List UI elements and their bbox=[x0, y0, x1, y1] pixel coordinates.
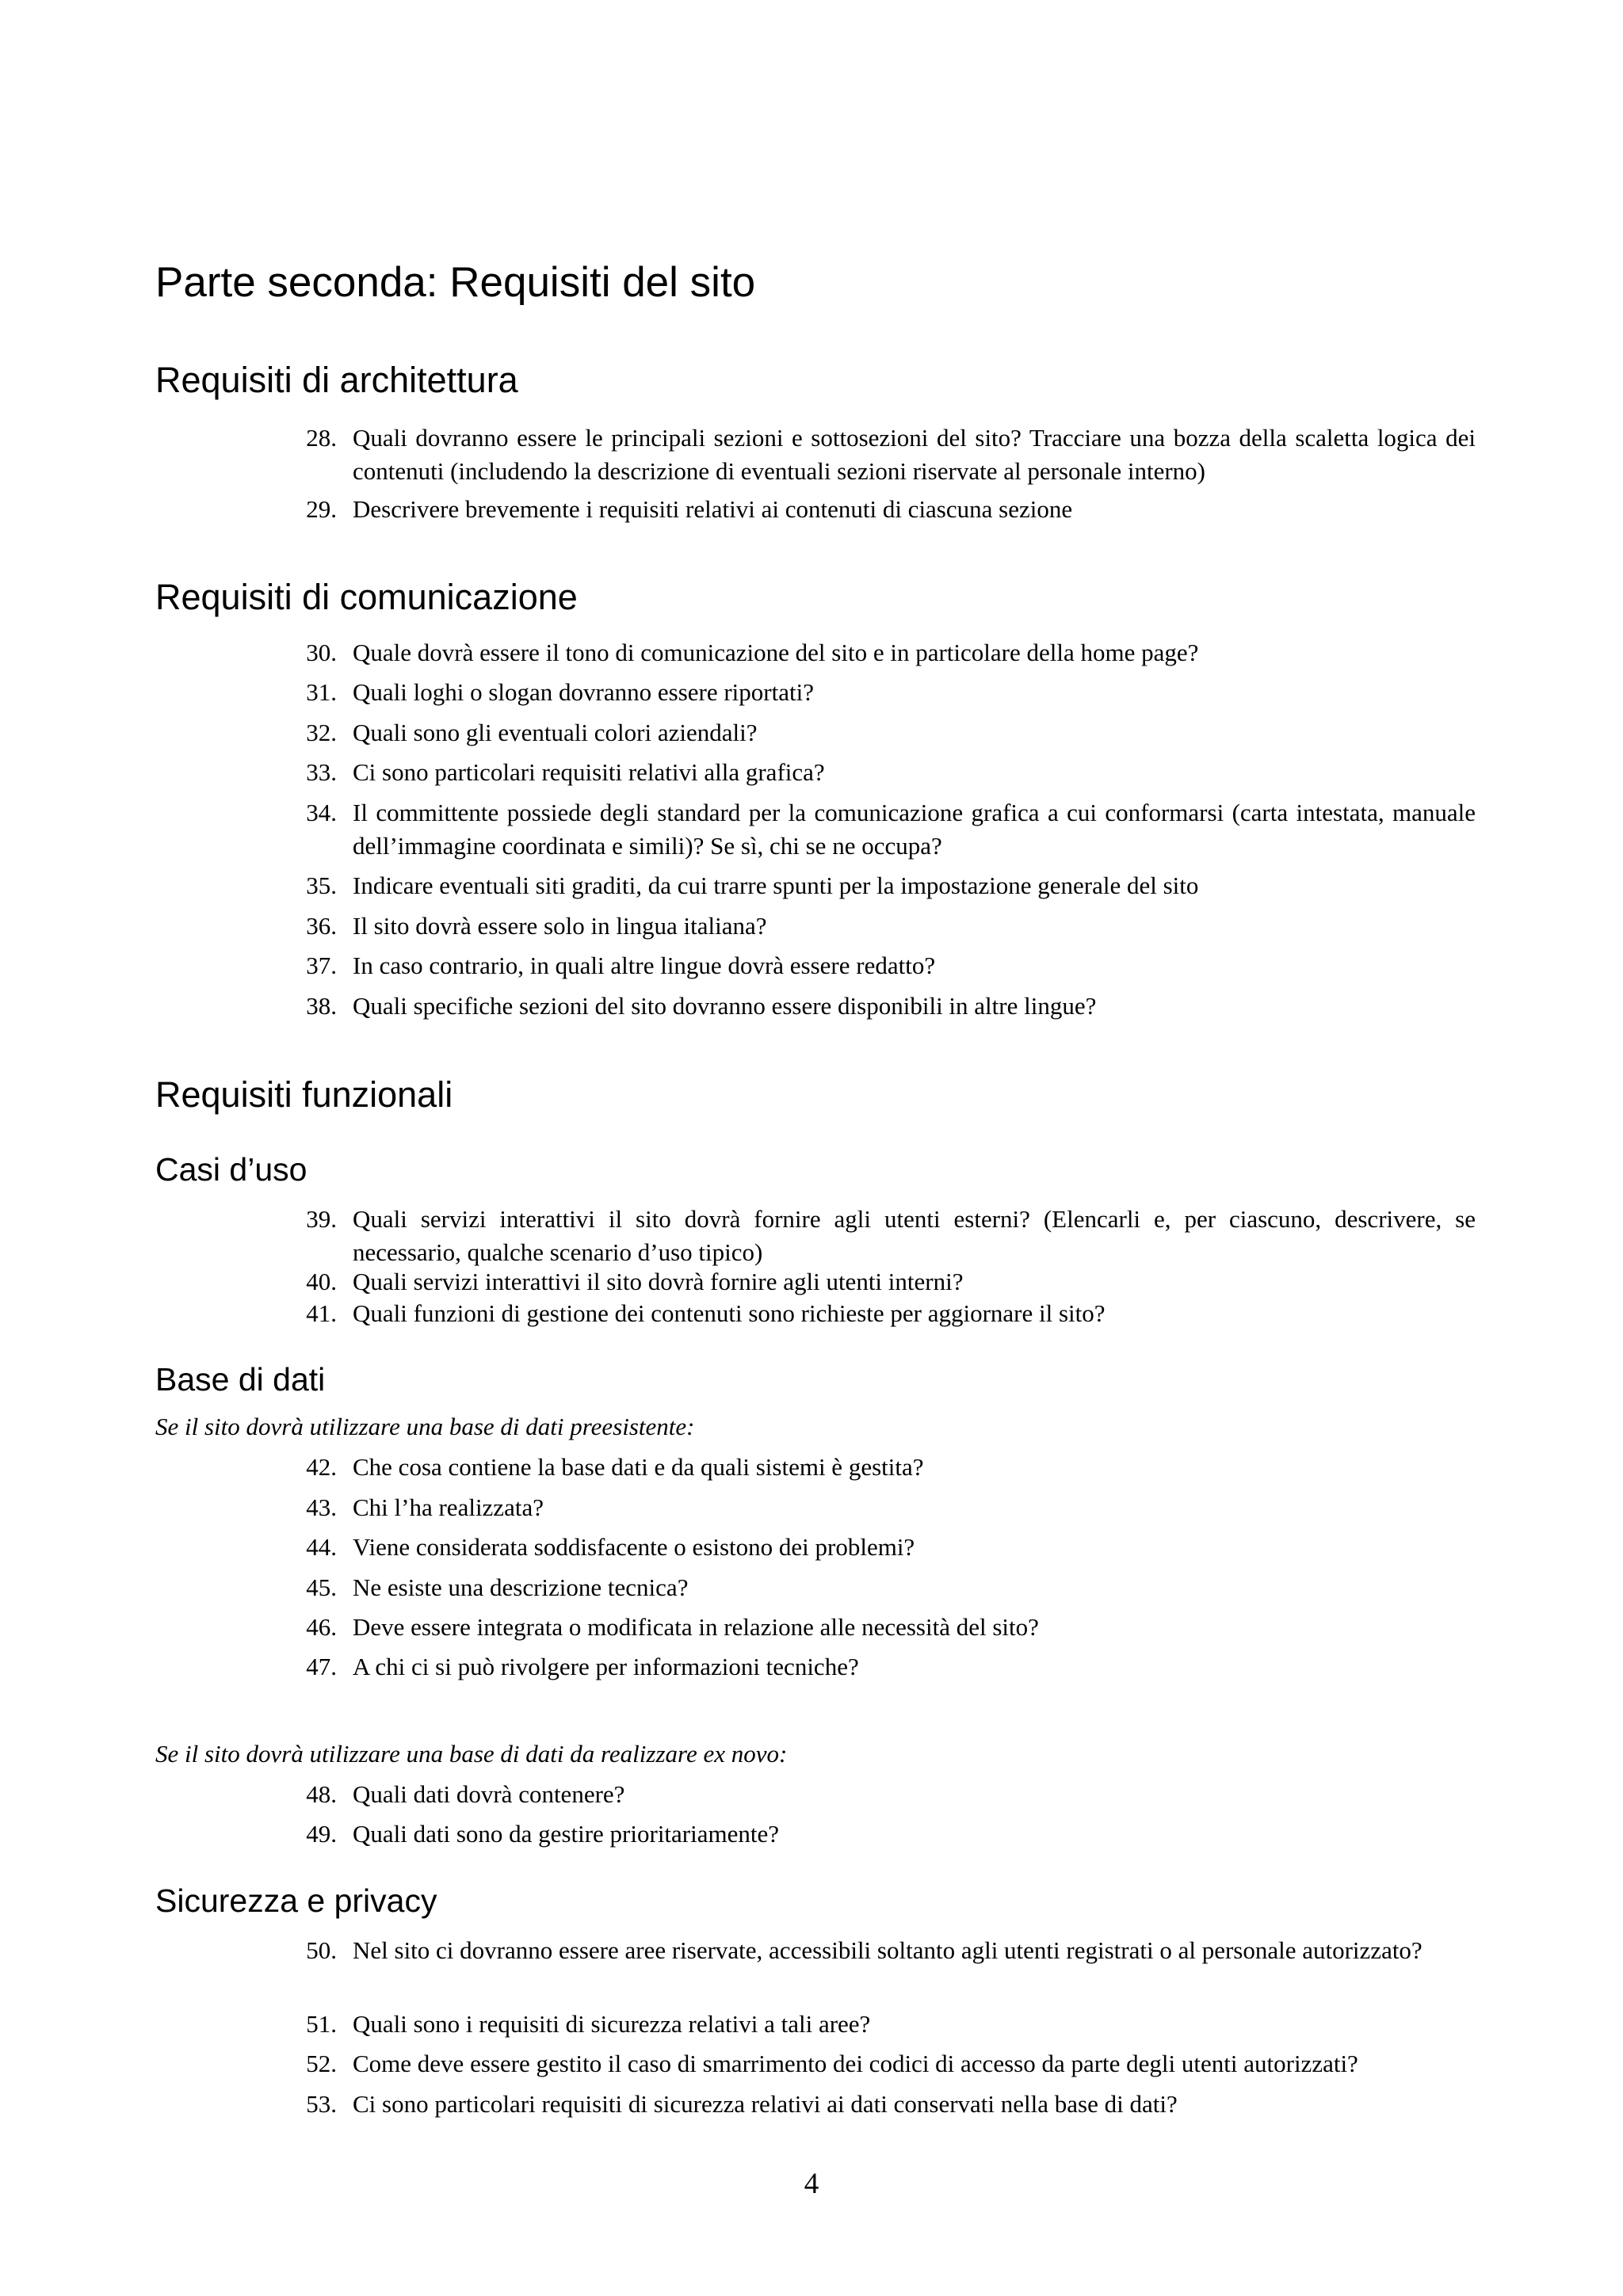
item-number: 35. bbox=[306, 871, 337, 899]
item-text: Indicare eventuali siti graditi, da cui trarre spunti per la impostazione generale del sito bbox=[353, 871, 1199, 899]
item-text: Chi l’ha realizzata? bbox=[353, 1493, 544, 1521]
subsection-heading-base-dati: Base di dati bbox=[155, 1361, 326, 1398]
item-text: Ci sono particolari requisiti relativi alla grafica? bbox=[353, 758, 825, 786]
page-number: 4 bbox=[804, 2168, 819, 2200]
item-number: 53. bbox=[306, 2090, 337, 2118]
item-text: Quali specifiche sezioni del sito dovranno essere disponibili in altre lingue? bbox=[353, 992, 1097, 1020]
item-text: Quali funzioni di gestione dei contenuti sono richieste per aggiornare il sito? bbox=[353, 1299, 1106, 1327]
item-text: Quali dovranno essere le principali sezioni e sottosezioni del sito? Tracciare una bozza della scaletta logica dei contenuti (includendo la descrizione di eventuali sezioni riservate al personale interno) bbox=[353, 424, 1476, 485]
section-heading-architettura: Requisiti di architettura bbox=[155, 360, 518, 400]
item-number: 34. bbox=[306, 799, 337, 826]
item-number: 30. bbox=[306, 639, 337, 666]
item-text: Viene considerata soddisfacente o esistono dei problemi? bbox=[353, 1533, 915, 1561]
item-number: 52. bbox=[306, 2050, 337, 2077]
intro-base-dati-preesistente: Se il sito dovrà utilizzare una base di dati preesistente: bbox=[155, 1413, 695, 1440]
item-text: Quali dati dovrà contenere? bbox=[353, 1780, 625, 1808]
item-text: Ne esiste una descrizione tecnica? bbox=[353, 1573, 689, 1601]
item-number: 37. bbox=[306, 952, 337, 979]
item-text: Ci sono particolari requisiti di sicurezza relativi ai dati conservati nella base di dati? bbox=[353, 2090, 1178, 2118]
item-number: 41. bbox=[306, 1299, 337, 1327]
item-text: Quali servizi interattivi il sito dovrà fornire agli utenti esterni? (Elencarli e, per ciascuno, descrivere, se necessario, qualche scenario d’uso tipico) bbox=[353, 1205, 1476, 1266]
item-text: Quali loghi o slogan dovranno essere riportati? bbox=[353, 678, 814, 706]
item-number: 29. bbox=[306, 495, 337, 523]
item-number: 46. bbox=[306, 1613, 337, 1641]
item-text: Nel sito ci dovranno essere aree riservate, accessibili soltanto agli utenti registrati o al personale autorizzato? bbox=[353, 1936, 1423, 1964]
item-number: 32. bbox=[306, 719, 337, 746]
item-text: Il committente possiede degli standard per la comunicazione grafica a cui conformarsi (carta intestata, manuale dell’immagine coordinata e simili)? Se sì, chi se ne occupa? bbox=[353, 799, 1476, 860]
item-text: Che cosa contiene la base dati e da quali sistemi è gestita? bbox=[353, 1453, 924, 1481]
item-number: 42. bbox=[306, 1453, 337, 1481]
item-number: 47. bbox=[306, 1653, 337, 1680]
item-number: 31. bbox=[306, 678, 337, 706]
item-text: Deve essere integrata o modificata in relazione alle necessità del sito? bbox=[353, 1613, 1039, 1641]
item-number: 28. bbox=[306, 424, 337, 452]
item-text: Descrivere brevemente i requisiti relativi ai contenuti di ciascuna sezione bbox=[353, 495, 1073, 523]
intro-base-dati-nuova: Se il sito dovrà utilizzare una base di dati da realizzare ex novo: bbox=[155, 1740, 788, 1768]
item-text: Quale dovrà essere il tono di comunicazione del sito e in particolare della home page? bbox=[353, 639, 1199, 666]
item-number: 43. bbox=[306, 1493, 337, 1521]
item-number: 40. bbox=[306, 1268, 337, 1295]
item-number: 49. bbox=[306, 1820, 337, 1848]
item-number: 48. bbox=[306, 1780, 337, 1808]
item-text: Quali servizi interattivi il sito dovrà fornire agli utenti interni? bbox=[353, 1268, 964, 1295]
item-number: 33. bbox=[306, 758, 337, 786]
item-text: In caso contrario, in quali altre lingue dovrà essere redatto? bbox=[353, 952, 936, 979]
item-text: A chi ci si può rivolgere per informazioni tecniche? bbox=[353, 1653, 859, 1680]
subsection-heading-sicurezza: Sicurezza e privacy bbox=[155, 1882, 437, 1919]
item-number: 39. bbox=[306, 1205, 337, 1233]
item-text: Come deve essere gestito il caso di smarrimento dei codici di accesso da parte degli utenti autorizzati? bbox=[353, 2050, 1358, 2077]
item-number: 38. bbox=[306, 992, 337, 1020]
item-text: Quali sono i requisiti di sicurezza relativi a tali aree? bbox=[353, 2010, 871, 2038]
item-text: Quali sono gli eventuali colori aziendali? bbox=[353, 719, 758, 746]
item-number: 45. bbox=[306, 1573, 337, 1601]
section-heading-funzionali: Requisiti funzionali bbox=[155, 1074, 453, 1115]
item-number: 50. bbox=[306, 1936, 337, 1964]
section-heading-comunicazione: Requisiti di comunicazione bbox=[155, 577, 578, 617]
page-title: Parte seconda: Requisiti del sito bbox=[155, 259, 756, 306]
item-text: Il sito dovrà essere solo in lingua italiana? bbox=[353, 912, 767, 940]
item-number: 51. bbox=[306, 2010, 337, 2038]
subsection-heading-casi-uso: Casi d’uso bbox=[155, 1151, 307, 1188]
item-number: 44. bbox=[306, 1533, 337, 1561]
item-text: Quali dati sono da gestire prioritariamente? bbox=[353, 1820, 780, 1848]
item-number: 36. bbox=[306, 912, 337, 940]
